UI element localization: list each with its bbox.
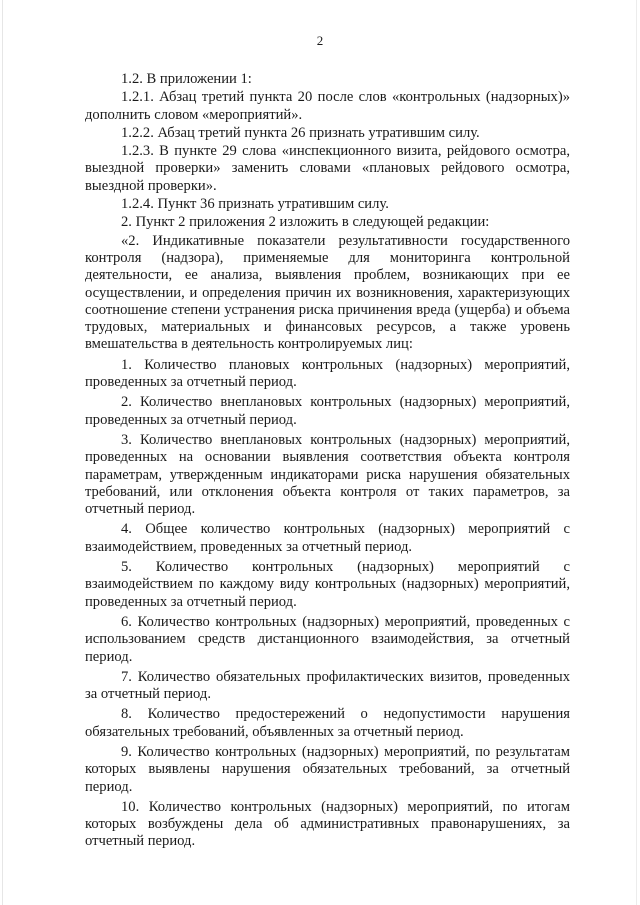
list-item-1: 1. Количество плановых контрольных (надзорных) мероприятий, проведенных за отчетный период. bbox=[85, 356, 570, 391]
paragraph-1-2-1: 1.2.1. Абзац третий пункта 20 после слов «контрольных (надзорных)» дополнить словом «мероприятий». bbox=[85, 89, 570, 123]
list-item-10: 10. Количество контрольных (надзорных) мероприятий, по итогам которых возбуждены дела об административных правонарушениях, за отчетный период. bbox=[85, 798, 570, 850]
list-item-9: 9. Количество контрольных (надзорных) мероприятий, по результатам которых выявлены нарушения обязательных требований, за отчетный период. bbox=[85, 743, 570, 795]
list-item-3: 3. Количество внеплановых контрольных (надзорных) мероприятий, проведенных на основании выявления соответствия объекта контроля параметрам, утвержденным индикаторами риска нарушения обязательных требований, или отклонения объекта контроля от таких параметров, за отчетный период. bbox=[85, 431, 570, 518]
list-item-8: 8. Количество предостережений о недопустимости нарушения обязательных требований, объявленных за отчетный период. bbox=[85, 706, 570, 740]
paragraph-indicators-intro: «2. Индикативные показатели результативности государственного контроля (надзора), применяемые для мониторинга контрольной деятельности, ее анализа, выявления проблем, возникающих при ее осуществлении, и определения причин их возникновения, характеризующих соотношение степени устранения риска причинения вреда (ущерба) и объема трудовых, материальных и финансовых ресурсов, а также уровень вмешательства в деятельность контролируемых лиц: bbox=[85, 232, 570, 353]
paragraph-1-2-heading: 1.2. В приложении 1: bbox=[121, 71, 252, 87]
list-item-5: 5. Количество контрольных (надзорных) мероприятий с взаимодействием по каждому виду контрольных (надзорных) мероприятий, проведенных за отчетный период. bbox=[85, 559, 570, 610]
paragraph-1-2-2: 1.2.2. Абзац третий пункта 26 признать утратившим силу. bbox=[121, 124, 480, 141]
list-item-7: 7. Количество обязательных профилактических визитов, проведенных за отчетный период. bbox=[85, 668, 570, 703]
page-number: 2 bbox=[316, 33, 324, 48]
paragraph-1-2-4: 1.2.4. Пункт 36 признать утратившим силу. bbox=[121, 196, 389, 213]
list-item-2: 2. Количество внеплановых контрольных (надзорных) мероприятий, проведенных за отчетный период. bbox=[85, 394, 570, 428]
scan-edge-left bbox=[2, 0, 3, 905]
list-item-4: 4. Общее количество контрольных (надзорных) мероприятий с взаимодействием, проведенных за отчетный период. bbox=[85, 521, 570, 555]
list-item-6: 6. Количество контрольных (надзорных) мероприятий, проведенных с использованием средств дистанционного взаимодействия, за отчетный период. bbox=[85, 613, 570, 665]
paragraph-2-intro: 2. Пункт 2 приложения 2 изложить в следующей редакции: bbox=[121, 214, 490, 231]
paragraph-1-2-3: 1.2.3. В пункте 29 слова «инспекционного визита, рейдового осмотра, выездной проверки» заменить словами «плановых рейдового осмотра, выездной проверки». bbox=[85, 143, 570, 194]
scan-edge-right bbox=[636, 0, 637, 905]
document-body bbox=[85, 71, 570, 851]
